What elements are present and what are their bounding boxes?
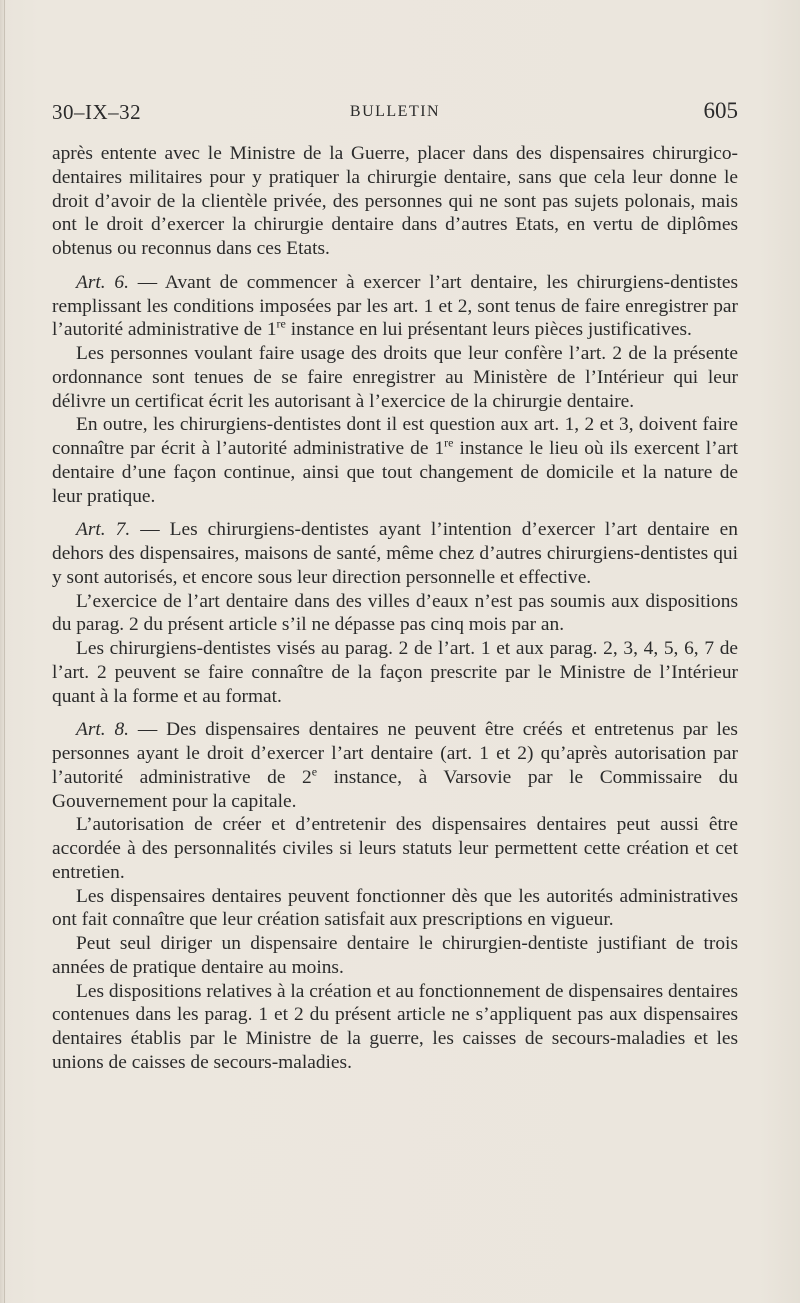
header-date: 30–IX–32: [52, 100, 142, 124]
article-label: Art. 8.: [76, 719, 130, 741]
paragraph-text: — Avant de commencer à exercer l’art dentaire, les chirurgiens-dentistes remplissant les conditions imposées par les art. 1 et 2, sont tenus de faire enregistrer par l’autorité administrative de 1: [52, 271, 738, 341]
header-title: BULLETIN: [349, 103, 441, 120]
paragraph: [52, 342, 738, 413]
paragraph-text: L’autorisation de créer et d’entretenir des dispensaires dentaires peut aussi être accordée à des personnalités civiles si leurs statuts leur permettent cette création et cet entretien.: [52, 814, 738, 883]
paragraph-text: instance le lieu où ils exercent l’art dentaire d’une façon continue, ainsi que tout changement de domicile et la nature de leur pratique.: [52, 438, 738, 507]
paragraph: [52, 637, 738, 708]
paragraph-continuation: [52, 142, 738, 261]
ordinal-superscript: re: [276, 316, 286, 331]
paragraph: [52, 932, 738, 980]
running-header: [52, 96, 738, 126]
paragraph-text: après entente avec le Ministre de la Guerre, placer dans des dispensaires chirurgico-dentaires militaires pour y pratiquer la chirurgie dentaire, sans que cela leur donne le droit d’avoir de la clientèle privée, des personnes qui ne sont pas sujets polonais, mais ont le droit d’exercer la chirurgie dentaire dans d’autres Etats, en vertu de diplômes obtenus ou reconnus dans ces Etats.: [52, 143, 738, 259]
paragraph-text: Les personnes voulant faire usage des droits que leur confère l’art. 2 de la présente ordonnance sont tenues de se faire enregistrer au Ministère de l’Intérieur qui leur délivre un certificat écrit les autorisant à l’exercice de la chirurgie dentaire.: [52, 343, 738, 412]
paragraph-art-8: [52, 718, 738, 813]
paragraph: [52, 813, 738, 884]
paragraph-art-7: [52, 518, 738, 589]
article-label: Art. 7.: [76, 519, 131, 541]
page-binding-edge: [4, 0, 5, 1303]
paragraph-text: — Les chirurgiens-dentistes ayant l’intention d’exercer l’art dentaire en dehors des dispensaires, maisons de santé, même chez d’autres chirurgiens-dentistes qui y sont autorisés, et encore sous leur direction personnelle et effective.: [52, 519, 738, 588]
paragraph-text: instance en lui présentant leurs pièces justificatives.: [285, 319, 692, 341]
paragraph: [52, 885, 738, 933]
paragraph-text: instance, à Varsovie par le Commissaire du Gouvernement pour la capitale.: [52, 766, 739, 812]
paragraph-text: Les chirurgiens-dentistes visés au parag. 2 de l’art. 1 et aux parag. 2, 3, 4, 5, 6, 7 de l’art. 2 peuvent se faire connaître de la façon prescrite par le Ministre de l’Intérieur quant à la forme et au format.: [52, 638, 738, 707]
ordinal-superscript: re: [444, 435, 454, 450]
paragraph-text: Les dispensaires dentaires peuvent fonctionner dès que les autorités administratives ont fait connaître que leur création satisfait aux prescriptions en vigueur.: [52, 885, 738, 931]
paragraph-text: — Des dispensaires dentaires ne peuvent être créés et entretenus par les personnes ayant le droit d’exercer l’art dentaire (art. 1 et 2) qu’après autorisation par l’autorité administrative de 2: [52, 719, 738, 788]
paragraph-text: En outre, les chirurgiens-dentistes dont il est question aux art. 1, 2 et 3, doivent faire connaître par écrit à l’autorité administrative de 1: [52, 414, 738, 459]
paragraph: [52, 980, 738, 1075]
article-body: [52, 142, 738, 1075]
paragraph: [52, 413, 738, 508]
paragraph-text: Peut seul diriger un dispensaire dentaire le chirurgien-dentiste justifiant de trois années de pratique dentaire au moins.: [52, 933, 738, 978]
paragraph-text: L’exercice de l’art dentaire dans des villes d’eaux n’est pas soumis aux dispositions du parag. 2 du présent article s’il ne dépasse pas cinq mois par an.: [52, 590, 738, 636]
paragraph-art-6: [52, 271, 738, 342]
article-label: Art. 6.: [76, 271, 129, 293]
ordinal-superscript: e: [311, 764, 318, 779]
paragraph: [52, 590, 738, 638]
paragraph-text: Les dispositions relatives à la création et au fonctionnement de dispensaires dentaires contenues dans les parag. 1 et 2 du présent article ne s’appliquent pas aux dispensaires dentaires établis par le Ministre de la guerre, les caisses de secours-maladies et les unions de caisses de secours-maladies.: [52, 980, 738, 1073]
page-number: 605: [703, 98, 738, 123]
